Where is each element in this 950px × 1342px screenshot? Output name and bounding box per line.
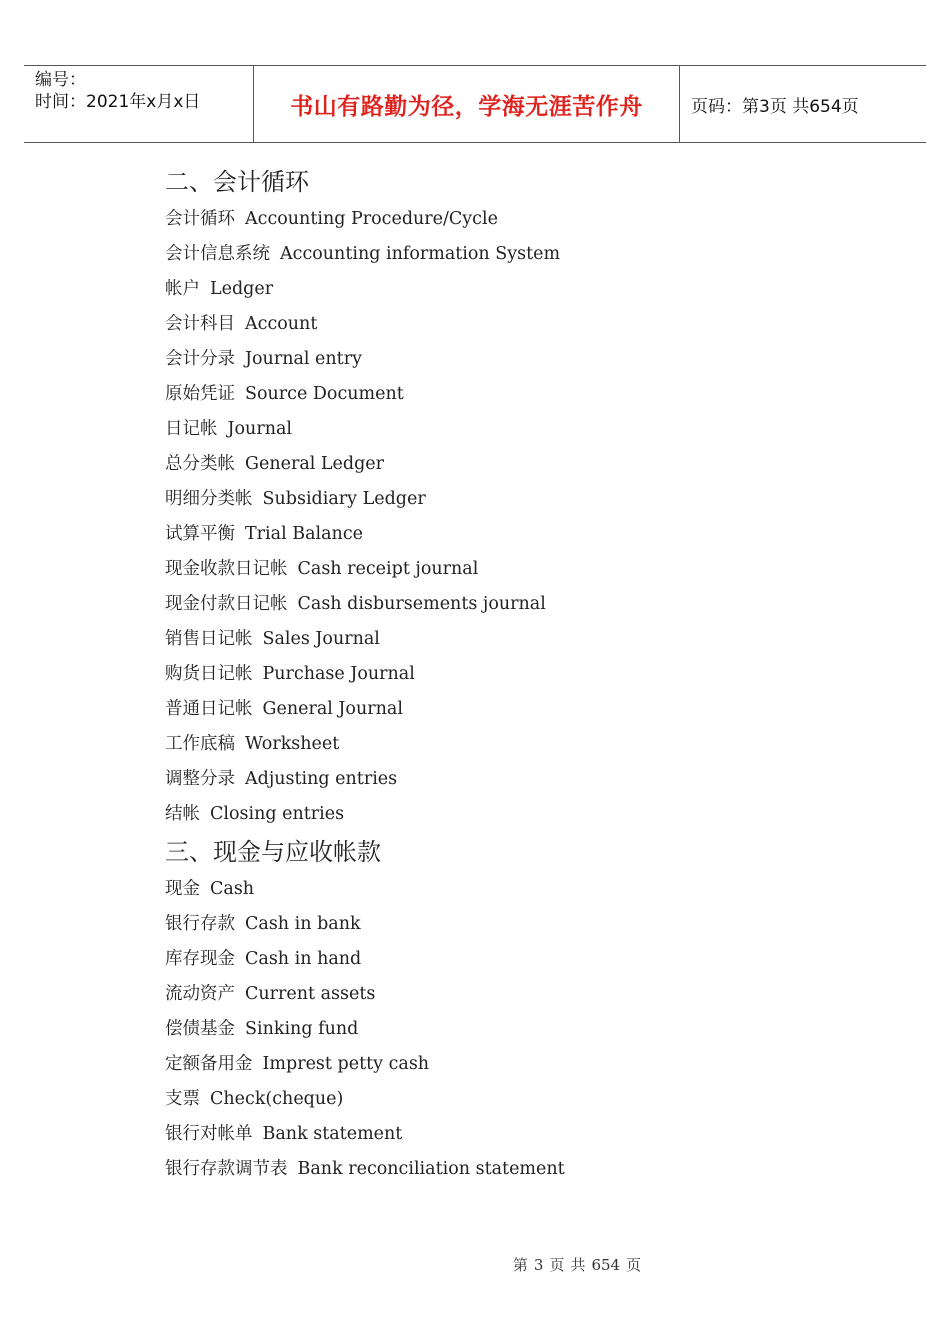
header-motto: 书山有路勤为径，学海无涯苦作舟 xyxy=(290,93,643,120)
entry-zh: 库存现金 xyxy=(165,949,235,969)
glossary-entry xyxy=(165,587,865,622)
footer-ye: 页 xyxy=(549,1256,565,1274)
glossary-entry xyxy=(165,622,865,657)
page-footer xyxy=(0,1254,950,1275)
glossary-entry xyxy=(165,342,865,377)
entry-en: Bank reconciliation statement xyxy=(297,1159,565,1179)
footer-di: 第 xyxy=(512,1256,528,1274)
entry-zh: 普通日记帐 xyxy=(165,699,253,719)
entry-zh: 总分类帐 xyxy=(165,454,235,474)
entry-zh: 偿债基金 xyxy=(165,1019,235,1039)
glossary-entry xyxy=(165,237,865,272)
entry-zh: 银行对帐单 xyxy=(165,1124,253,1144)
header-motto-cell xyxy=(254,66,680,142)
entry-en: Trial Balance xyxy=(245,524,363,544)
page-header xyxy=(24,65,926,143)
entry-en: Account xyxy=(245,314,318,334)
glossary-entry xyxy=(165,202,865,237)
entry-zh: 会计分录 xyxy=(165,349,235,369)
glossary-entry xyxy=(165,1117,865,1152)
glossary-content xyxy=(165,162,865,1187)
header-page-label: 页码：第3页 共654页 xyxy=(691,96,859,117)
entry-en: Check(cheque) xyxy=(210,1089,344,1109)
entry-en: Cash in hand xyxy=(245,949,362,969)
footer-gong: 共 xyxy=(570,1256,586,1274)
entry-zh: 试算平衡 xyxy=(165,524,235,544)
entry-en: Worksheet xyxy=(245,734,340,754)
entry-en: Imprest petty cash xyxy=(262,1054,430,1074)
glossary-entry xyxy=(165,727,865,762)
glossary-entry xyxy=(165,1152,865,1187)
glossary-entry xyxy=(165,447,865,482)
entry-zh: 银行存款 xyxy=(165,914,235,934)
glossary-entry xyxy=(165,872,865,907)
entry-zh: 流动资产 xyxy=(165,984,235,1004)
header-meta-cell xyxy=(24,66,254,142)
entry-zh: 会计信息系统 xyxy=(165,244,270,264)
glossary-entry xyxy=(165,272,865,307)
footer-page-number: 3 xyxy=(533,1256,544,1274)
entry-en: General Journal xyxy=(262,699,403,719)
glossary-entry xyxy=(165,1047,865,1082)
entry-en: Closing entries xyxy=(210,804,345,824)
entry-en: General Ledger xyxy=(245,454,385,474)
entry-en: Accounting information System xyxy=(280,244,561,264)
entry-zh: 调整分录 xyxy=(165,769,235,789)
entry-en: Source Document xyxy=(245,384,404,404)
entry-zh: 帐户 xyxy=(165,279,200,299)
entry-en: Cash xyxy=(210,879,255,899)
glossary-entry xyxy=(165,307,865,342)
entry-en: Journal xyxy=(227,419,292,439)
glossary-entry xyxy=(165,907,865,942)
entry-en: Sales Journal xyxy=(262,629,380,649)
glossary-entry xyxy=(165,412,865,447)
entry-en: Accounting Procedure/Cycle xyxy=(245,209,498,229)
entry-zh: 日记帐 xyxy=(165,419,218,439)
section-cash-receivables xyxy=(165,832,865,1187)
entry-zh: 现金收款日记帐 xyxy=(165,559,288,579)
glossary-entry xyxy=(165,377,865,412)
footer-total-pages: 654 xyxy=(591,1256,621,1274)
entry-zh: 销售日记帐 xyxy=(165,629,253,649)
entry-zh: 支票 xyxy=(165,1089,200,1109)
entry-en: Cash in bank xyxy=(245,914,361,934)
entry-en: Bank statement xyxy=(262,1124,403,1144)
entry-en: Current assets xyxy=(245,984,376,1004)
glossary-entry xyxy=(165,517,865,552)
glossary-entry xyxy=(165,657,865,692)
header-page-cell xyxy=(680,66,926,142)
section-title: 三、现金与应收帐款 xyxy=(165,838,381,866)
entry-en: Journal entry xyxy=(245,349,362,369)
entry-zh: 购货日记帐 xyxy=(165,664,253,684)
entry-zh: 会计科目 xyxy=(165,314,235,334)
glossary-entry xyxy=(165,797,865,832)
entry-zh: 明细分类帐 xyxy=(165,489,253,509)
glossary-entry xyxy=(165,1012,865,1047)
section-accounting-cycle xyxy=(165,162,865,832)
glossary-entry xyxy=(165,1082,865,1117)
number-label: 编号： xyxy=(35,70,86,90)
entry-en: Ledger xyxy=(210,279,274,299)
glossary-entry xyxy=(165,482,865,517)
footer-ye2: 页 xyxy=(626,1256,642,1274)
entry-zh: 结帐 xyxy=(165,804,200,824)
time-label: 时间：2021年x月x日 xyxy=(35,92,201,112)
entry-zh: 现金付款日记帐 xyxy=(165,594,288,614)
entry-zh: 会计循环 xyxy=(165,209,235,229)
entry-en: Purchase Journal xyxy=(262,664,415,684)
entry-zh: 工作底稿 xyxy=(165,734,235,754)
entry-en: Sinking fund xyxy=(245,1019,359,1039)
entry-zh: 定额备用金 xyxy=(165,1054,253,1074)
entry-en: Adjusting entries xyxy=(245,769,398,789)
entry-en: Subsidiary Ledger xyxy=(262,489,426,509)
entry-zh: 现金 xyxy=(165,879,200,899)
glossary-entry xyxy=(165,977,865,1012)
glossary-entry xyxy=(165,692,865,727)
glossary-entry xyxy=(165,762,865,797)
glossary-entry xyxy=(165,942,865,977)
entry-zh: 原始凭证 xyxy=(165,384,235,404)
entry-en: Cash disbursements journal xyxy=(297,594,546,614)
entry-en: Cash receipt journal xyxy=(297,559,479,579)
entry-zh: 银行存款调节表 xyxy=(165,1159,288,1179)
section-title: 二、会计循环 xyxy=(165,168,309,196)
glossary-entry xyxy=(165,552,865,587)
